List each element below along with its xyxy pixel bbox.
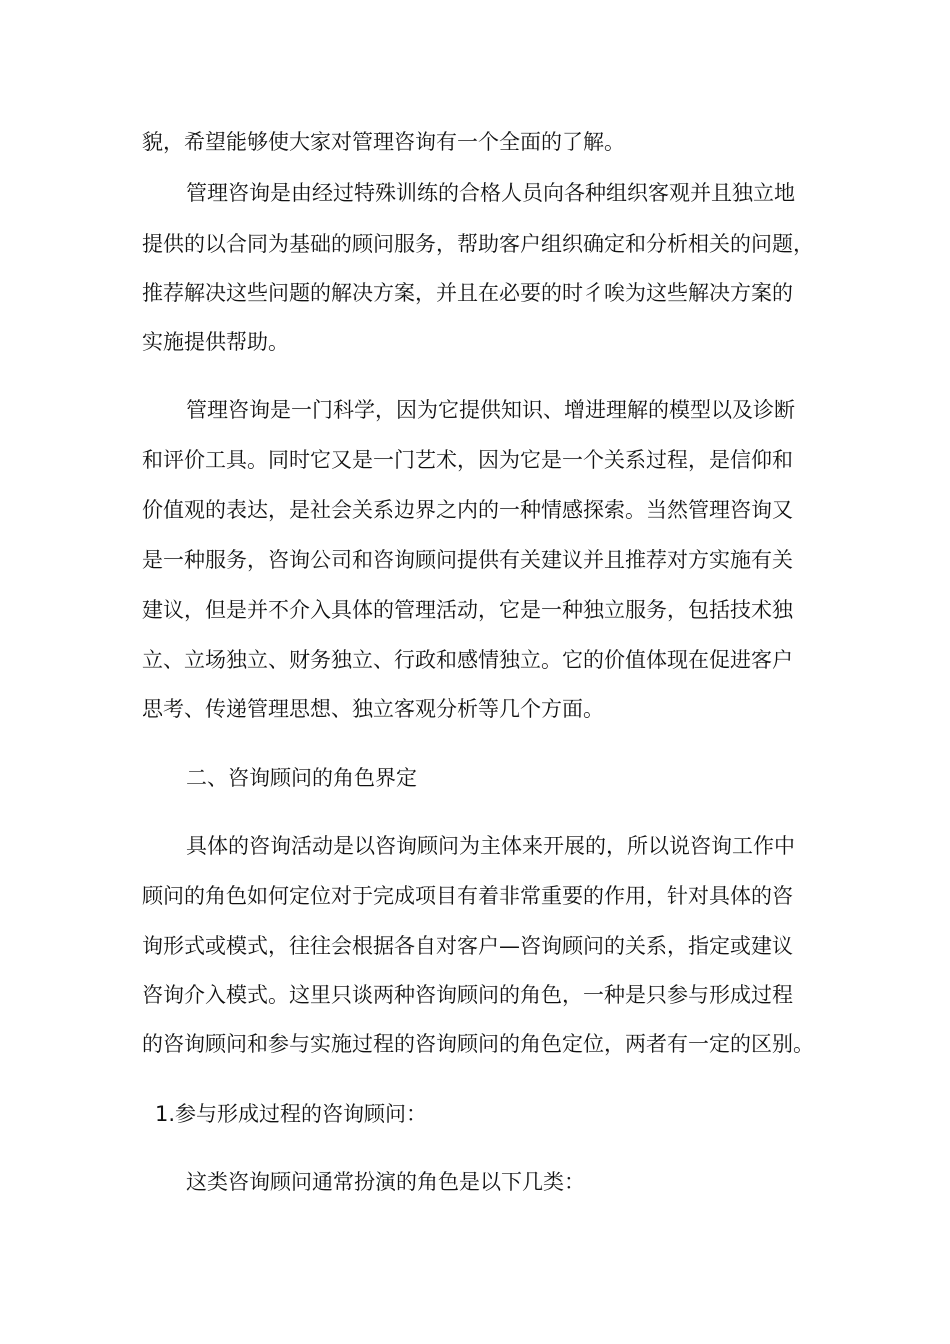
body-text-line: 貌，希望能够使大家对管理咨询有一个全面的了解。 [142,130,625,154]
body-text-line: 这类咨询顾问通常扮演的角色是以下几类： [186,1170,585,1194]
body-text-line: 咨询介入模式。这里只谈两种咨询顾问的角色，一种是只参与形成过程 [142,983,793,1007]
body-text-line: 是一种服务，咨询公司和咨询顾问提供有关建议并且推荐对方实施有关 [142,548,793,572]
body-text-line: 实施提供帮助。 [142,330,289,354]
section-heading: 二、咨询顾问的角色界定 [186,766,417,790]
body-text-line: 立、立场独立、财务独立、行政和感情独立。它的价值体现在促进客户 [142,648,793,672]
body-text-line: 和评价工具。同时它又是一门艺术，因为它是一个关系过程，是信仰和 [142,448,793,472]
body-text-line: 管理咨询是一门科学，因为它提供知识、增进理解的模型以及诊断 [186,398,795,422]
body-text-line: 询形式或模式，往往会根据各自对客户—咨询顾问的关系，指定或建议 [142,934,793,958]
body-text-line: 思考、传递管理思想、独立客观分析等几个方面。 [142,697,604,721]
body-text-line: 管理咨询是由经过特殊训练的合格人员向各种组织客观并且独立地 [186,181,795,205]
body-text-line: 具体的咨询活动是以咨询顾问为主体来开展的，所以说咨询工作中 [186,834,795,858]
body-text-line: 建议，但是并不介入具体的管理活动，它是一种独立服务，包括技术独 [142,598,793,622]
body-text-line: 价值观的表达，是社会关系边界之内的一种情感探索。当然管理咨询又 [142,498,793,522]
body-text-line: 提供的以合同为基础的顾问服务，帮助客户组织确定和分析相关的问题， [142,232,814,256]
subsection-heading: 1.参与形成过程的咨询顾问： [155,1102,428,1126]
body-text-line: 推荐解决这些问题的解决方案，并且在必要的时彳唉为这些解决方案的 [142,281,793,305]
body-text-line: 的咨询顾问和参与实施过程的咨询顾问的角色定位，两者有一定的区别。 [142,1032,814,1056]
body-text-line: 顾问的角色如何定位对于完成项目有着非常重要的作用，针对具体的咨 [142,884,793,908]
